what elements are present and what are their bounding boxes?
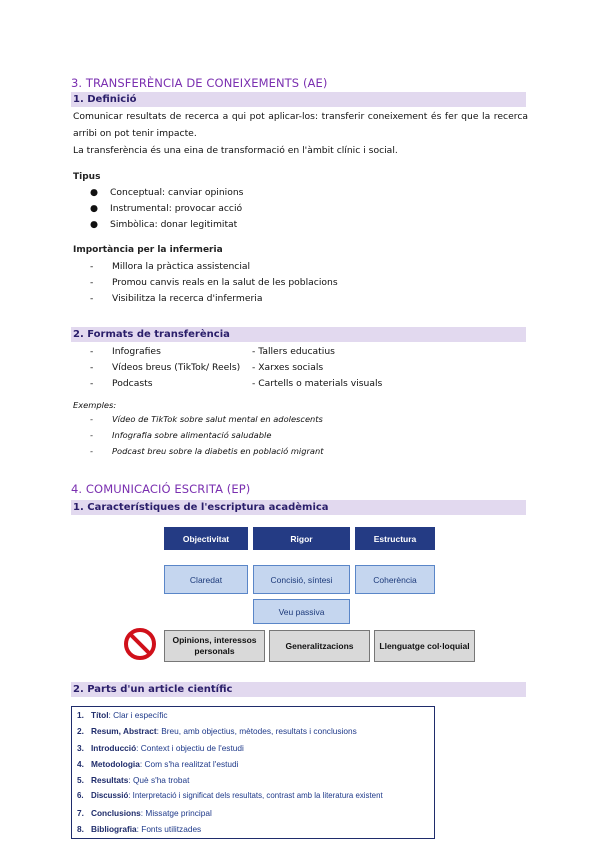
subheading-parts: 2. Parts d'un article científic [73, 684, 233, 695]
tipus-list [90, 185, 243, 233]
subheading-band [71, 92, 526, 107]
list-item: - Cartells o materials visuals [252, 378, 383, 389]
bullet-icon: ● [90, 219, 99, 230]
list-item: - Millora la pràctica assistencial [90, 261, 251, 272]
list-item: - Vídeos breus (TikTok/ Reels) [90, 362, 241, 373]
trait-box: Estructura [355, 527, 435, 550]
importancia-list [90, 259, 338, 307]
importancia-heading: Importància per la infermeria [73, 245, 223, 255]
trait-box: Veu passiva [253, 599, 350, 624]
definition-paragraph-2: La transferència és una eina de transformació en l'àmbit clínic i social. [73, 145, 398, 156]
avoid-box: Generalitzacions [269, 630, 370, 662]
subheading-caracteristiques: 1. Característiques de l'escriptura acadèmica [73, 502, 329, 513]
section-title-transferencia: 3. TRANSFERÈNCIA DE CONEIXEMENTS (AE) [71, 76, 328, 90]
table-row: 8. Bibliografia: Fonts utilitzades [77, 824, 202, 835]
list-item: - Visibilitza la recerca d'infermeria [90, 293, 263, 304]
bullet-icon: ● [90, 203, 99, 214]
list-item: ● Simbòlica: donar legitimitat [90, 217, 243, 233]
list-item: ● Conceptual: canviar opinions [90, 185, 243, 201]
subheading-definicio: 1. Definició [73, 94, 137, 105]
table-row: 5. Resultats: Què s'ha trobat [77, 775, 190, 786]
trait-box: Objectivitat [164, 527, 248, 550]
table-row: 6. Discussió: Interpretació i significat dels resultats, contrast amb la literatura existent [77, 791, 383, 801]
list-item: - Tallers educatius [252, 346, 335, 357]
table-row: 3. Introducció: Context i objectiu de l'estudi [77, 742, 244, 753]
list-item: - Vídeo de TikTok sobre salut mental en adolescents [90, 414, 323, 424]
formats-left-list [90, 344, 240, 392]
list-item: - Podcast breu sobre la diabetis en població migrant [90, 446, 324, 456]
avoid-box: Opinions, interessos personals [164, 630, 265, 662]
table-row: 2. Resum, Abstract: Breu, amb objectius, mètodes, resultats i conclusions [77, 726, 357, 737]
list-item: - Promou canvis reals en la salut de les poblacions [90, 277, 338, 288]
formats-right-list [252, 344, 382, 392]
list-item: - Infografies [90, 346, 161, 357]
trait-box: Coherència [355, 565, 435, 594]
examples-label: Exemples: [73, 400, 117, 410]
trait-box: Concisió, síntesi [253, 565, 350, 594]
list-item: ● Instrumental: provocar acció [90, 201, 243, 217]
section-title-comunicacio: 4. COMUNICACIÓ ESCRITA (EP) [71, 482, 251, 496]
table-row: 7. Conclusions: Missatge principal [77, 807, 212, 818]
table-row: 1. Títol: Clar i específic [77, 710, 168, 720]
prohibited-icon [123, 627, 157, 661]
examples-list [90, 411, 324, 459]
definition-paragraph: Comunicar resultats de recerca a qui pot aplicar-los: transferir coneixement és fer que la recerca arribi on pot tenir impacte. [73, 111, 528, 139]
trait-box: Rigor [253, 527, 350, 550]
avoid-box: Llenguatge col·loquial [374, 630, 475, 662]
trait-box: Claredat [164, 565, 248, 594]
table-row: 4. Metodologia: Com s'ha realitzat l'estudi [77, 758, 239, 769]
list-item: - Xarxes socials [252, 362, 324, 373]
list-item: - Infografia sobre alimentació saludable [90, 430, 272, 440]
bullet-icon: ● [90, 187, 99, 198]
list-item: - Podcasts [90, 378, 153, 389]
tipus-heading: Tipus [73, 172, 101, 182]
parts-table [71, 706, 435, 839]
subheading-formats: 2. Formats de transferència [73, 329, 230, 340]
